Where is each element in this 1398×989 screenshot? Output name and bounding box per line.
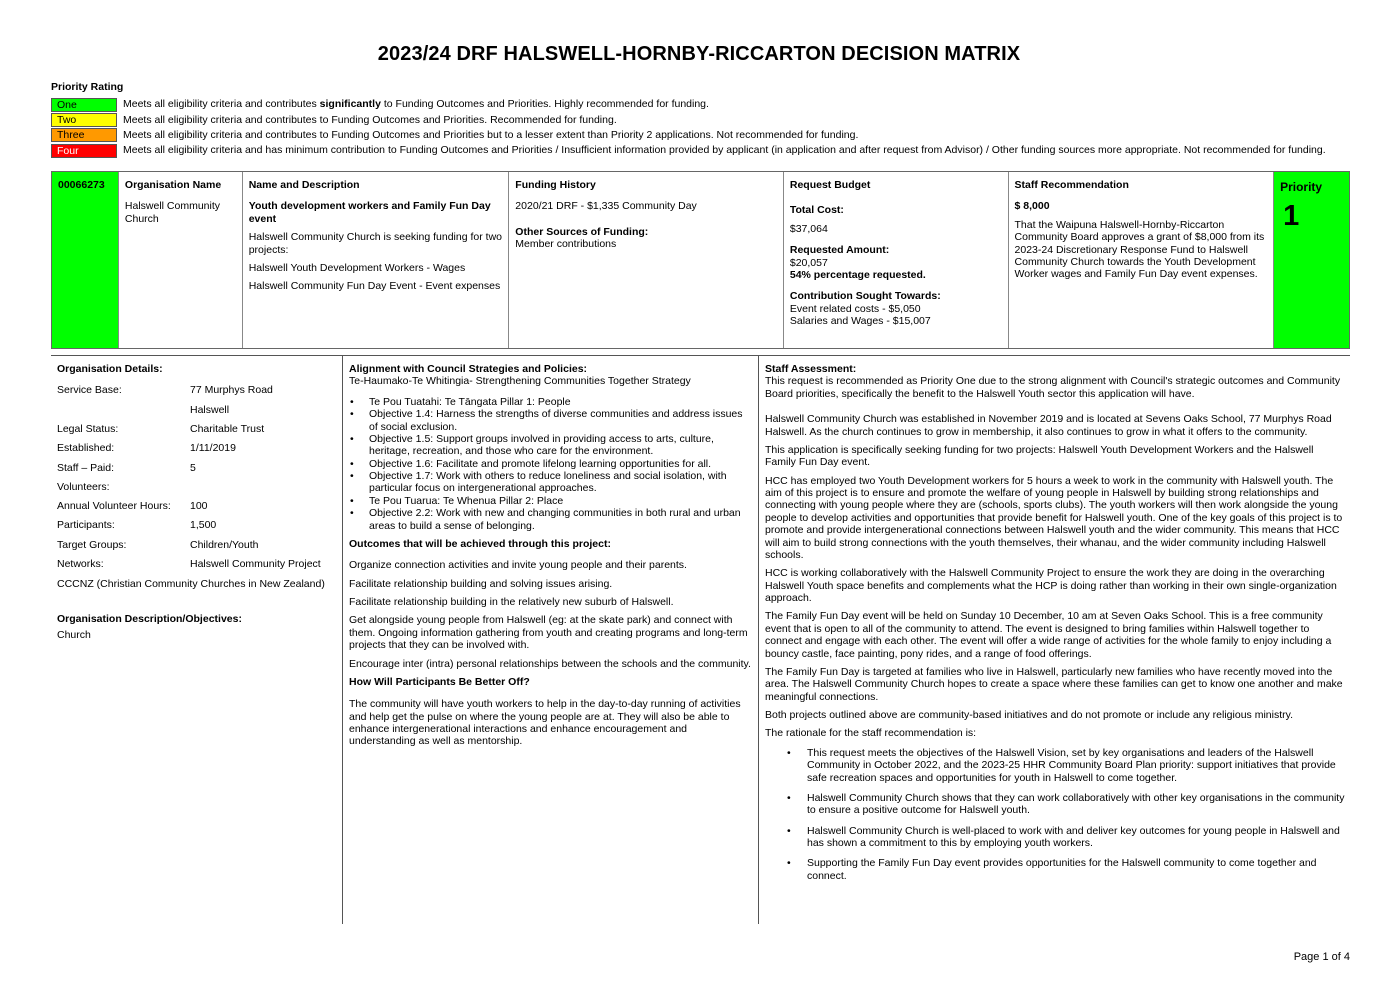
- rationale-item: • This request meets the objectives of the Halswell Vision, set by key organisations and leaders of the Halswell Community in October 2022, and the 2023-25 HHR Community Board Plan priority: support initiatives that provide safe recreation spaces and opportunities for youth in Halswell to come together.: [807, 747, 1345, 784]
- staff-recommendation-text: That the Waipuna Halswell-Hornby-Riccarton Community Board approves a grant of $8,000 from its 2023-24 Discretionary Response Fund to Halswell Community Church towards the Youth Development Worker wages and Family Fun Day event expenses.: [1014, 218, 1265, 281]
- alignment-item: • Objective 1.6: Facilitate and promote lifelong learning opportunities for all.: [369, 458, 751, 470]
- assessment-paragraph: HCC has employed two Youth Development workers for 5 hours a week to work in the community with Halswell youth. The aim of this project is to ensure and promote the welfare of young people in Halswell by building strong relationships and connecting with young people where they are (schools, sports clubs). The youth workers will then work alongside the young people to develop activities and opportunities that provide benefit for Halswell youth. One of the key goals of this project is to promote and provide intergenerational connections between Halswell youth and the wider community. This means that HCC will aim to build strong connections with the youth themselves, their whanau, and the wider community including Halswell schools.: [765, 474, 1343, 561]
- rationale-item: • Halswell Community Church shows that they can work collaboratively with other key organisations in the community to ensure a positive outcome for Halswell youth.: [807, 792, 1345, 817]
- assessment-paragraph: The Family Fun Day is targeted at families who live in Halswell, particularly new families who have recently moved into the area. The Halswell Community Church hopes to create a space where these families can get to know one another and make meaningful connections.: [765, 665, 1343, 703]
- priority-swatch-one: One: [51, 98, 117, 112]
- requested-amount-label: Requested Amount:: [789, 244, 890, 257]
- detail-label: Service Base:: [57, 384, 122, 397]
- outcomes-heading: Outcomes that will be achieved through this project:: [349, 537, 611, 550]
- detail-row: [57, 423, 337, 442]
- contribution-item: Salaries and Wages - $15,007: [789, 315, 931, 327]
- outcomes-list: [349, 559, 751, 670]
- organisation-details-list: [57, 384, 337, 577]
- detail-row: [57, 558, 337, 577]
- name-description-heading: Name and Description: [248, 179, 360, 191]
- total-cost-value: $37,064: [789, 222, 828, 235]
- alignment-heading: Alignment with Council Strategies and Policies:: [349, 363, 588, 375]
- assessment-paragraph: The Family Fun Day event will be held on Sunday 10 December, 10 am at Seven Oaks School. This is a free community event that is open to all of the community to attend. The event is designed to bring families within Halswell together to connect and engage with each other. The event will offer a wide range of activities for the whole family to enjoy including a bouncy castle, face painting, pony rides, and a range of food offerings.: [765, 610, 1332, 660]
- better-off-text: The community will have youth workers to help in the day-to-day running of activities and help get the pulse on where the young people are at. They will also be able to enhance intergenerational interactions and enhance encouragement and understanding as well as mentorship.: [349, 698, 741, 748]
- organisation-description-heading: Organisation Description/Objectives:: [57, 612, 242, 625]
- alignment-column: [349, 363, 751, 754]
- alignment-list: [349, 396, 751, 532]
- priority-desc-one: [123, 98, 709, 110]
- priority-desc-two: Meets all eligibility criteria and contributes to Funding Outcomes and Priorities. Recommended for funding.: [123, 113, 617, 126]
- detail-value: Charitable Trust: [190, 422, 265, 435]
- priority-label: Priority: [1280, 180, 1323, 194]
- rationale-list: [765, 747, 1345, 882]
- priority-rating-row: [51, 128, 1351, 143]
- application-summary-table: [51, 171, 1350, 349]
- alignment-item: • Te Pou Tuarua: Te Whenua Pillar 2: Place: [369, 495, 751, 507]
- project-description: Halswell Community Church is seeking funding for two projects:: [248, 231, 502, 256]
- detail-row: [57, 404, 337, 423]
- detail-label: Networks:: [57, 558, 104, 571]
- other-sources: Member contributions: [515, 238, 617, 251]
- detail-label: Annual Volunteer Hours:: [57, 500, 171, 513]
- alignment-item: • Objective 1.4: Harness the strengths of diverse communities and address issues of social exclusion.: [369, 408, 751, 433]
- staff-recommendation-cell: [1009, 172, 1275, 348]
- outcome-item: Encourage inter (intra) personal relationships between the schools and the community.: [349, 657, 751, 670]
- networks-extra: CCCNZ (Christian Community Churches in New Zealand): [57, 578, 325, 591]
- priority-cell: [1274, 172, 1349, 348]
- detail-value: 1,500: [190, 519, 217, 532]
- project-item: Halswell Community Fun Day Event - Event expenses: [248, 280, 501, 293]
- percentage-requested: 54% percentage requested.: [789, 268, 926, 281]
- detail-value: 5: [190, 461, 196, 474]
- staff-assessment-column: [765, 363, 1345, 890]
- project-title: Youth development workers and Family Fun Day event: [248, 200, 491, 225]
- organisation-name-cell: [119, 172, 243, 348]
- detail-row: [57, 500, 337, 519]
- page-number: Page 1 of 4: [1293, 951, 1350, 963]
- total-cost-label: Total Cost:: [789, 204, 844, 217]
- assessment-paragraph: This application is specifically seeking funding for two projects: Halswell Youth Development Workers and the Halswell Family Fun Day event.: [765, 443, 1314, 469]
- organisation-name: Halswell Community Church: [124, 200, 221, 225]
- priority-swatch-three: Three: [51, 128, 117, 142]
- organisation-name-heading: Organisation Name: [124, 179, 222, 191]
- detail-label: Volunteers:: [57, 480, 110, 493]
- priority-desc-emphasis: significantly: [319, 98, 381, 111]
- requested-amount-value: $20,057: [789, 256, 828, 269]
- assessment-paragraph: Halswell Community Church was established in November 2019 and is located at Sevens Oaks School, 77 Murphys Road Halswell. As the church continues to grow in membership, it also continues to grow in what it offers to the community.: [765, 413, 1332, 438]
- priority-rating-row: [51, 97, 1351, 112]
- detail-label: Participants:: [57, 519, 115, 532]
- contribution-item: Event related costs - $5,050: [789, 302, 921, 315]
- assessment-paragraph: HCC is working collaboratively with the Halswell Community Project to ensure the work they are doing in the overarching Halswell Youth space benefits and complements what the HCP is doing rather than working in their own single-organization approach.: [765, 567, 1337, 604]
- alignment-item: • Te Pou Tuatahi: Te Tāngata Pillar 1: People: [369, 396, 751, 408]
- outcome-item: Facilitate relationship building and solving issues arising.: [349, 577, 613, 590]
- detail-label: [57, 404, 190, 423]
- priority-swatch-four: Four: [51, 144, 117, 158]
- assessment-paragraph: This request is recommended as Priority One due to the strong alignment with Council's strategic outcomes and Community Board priorities, specifically the benefit to the Halswell Youth sector this application will have.: [765, 375, 1341, 400]
- detail-label: Staff – Paid:: [57, 461, 115, 474]
- detail-label: Target Groups:: [57, 538, 127, 551]
- assessment-paragraph: The rationale for the staff recommendation is:: [765, 727, 977, 740]
- detail-row: [57, 462, 337, 481]
- organisation-details-heading: Organisation Details:: [57, 363, 163, 375]
- priority-rating-heading: Priority Rating: [51, 81, 124, 93]
- funding-history-heading: Funding History: [515, 179, 596, 191]
- application-id: 00066273: [52, 172, 119, 348]
- outcome-item: Organize connection activities and invite young people and their parents.: [349, 559, 687, 572]
- detail-value: Halswell Community Project: [190, 558, 321, 571]
- request-budget-heading: Request Budget: [789, 179, 871, 191]
- detail-value: 1/11/2019: [190, 442, 236, 455]
- funding-history-cell: [509, 172, 784, 348]
- organisation-description: Church: [57, 629, 91, 642]
- alignment-item: • Objective 1.5: Support groups involved in providing access to arts, culture, heritage, recreation, and those who care for the environment.: [369, 433, 751, 458]
- priority-swatch-two: Two: [51, 113, 117, 127]
- better-off-heading: How Will Participants Be Better Off?: [349, 675, 530, 688]
- detail-row: [57, 539, 337, 558]
- detail-label: Legal Status:: [57, 422, 119, 435]
- detail-row: [57, 481, 337, 500]
- alignment-item: • Objective 2.2: Work with new and changing communities in both rural and urban areas to build a sense of belonging.: [369, 507, 751, 532]
- priority-desc-text: Meets all eligibility criteria and contributes: [123, 98, 320, 111]
- detail-value: Children/Youth: [190, 538, 259, 551]
- outcome-item: Facilitate relationship building in the relatively new suburb of Halswell.: [349, 596, 674, 608]
- priority-value: 1: [1283, 200, 1300, 233]
- column-divider: [342, 356, 343, 924]
- staff-assessment-text: [765, 375, 1345, 739]
- detail-value: 100: [190, 500, 208, 513]
- priority-desc-four: Meets all eligibility criteria and has minimum contribution to Funding Outcomes and Priorities / Insufficient information provided by applicant (in application and after request from Advisor) / Other funding sources more appropriate. Not recommended for funding.: [123, 144, 1326, 157]
- staff-recommendation-amount: $ 8,000: [1014, 200, 1050, 213]
- request-budget-cell: [784, 172, 1009, 348]
- staff-recommendation-heading: Staff Recommendation: [1014, 179, 1129, 191]
- detail-row: [57, 384, 337, 403]
- strategy-name: Te-Haumako-Te Whitingia- Strengthening Communities Together Strategy: [349, 375, 691, 388]
- detail-row: [57, 442, 337, 461]
- detail-value: 77 Murphys Road: [190, 384, 273, 397]
- outcome-item: Get alongside young people from Halswell (eg: at the skate park) and connect with them. Ongoing information gathering from youth and creating programs and long-term projects that they can be involved with.: [349, 614, 748, 652]
- priority-desc-text: to Funding Outcomes and Priorities. Highly recommended for funding.: [380, 98, 709, 111]
- priority-desc-three: Meets all eligibility criteria and contributes to Funding Outcomes and Priorities but to a lesser extent than Priority 2 applications. Not recommended for funding.: [123, 129, 859, 142]
- priority-rating-row: [51, 112, 1351, 127]
- alignment-item: • Objective 1.7: Work with others to reduce loneliness and social isolation, with particular focus on intergenerational approaches.: [369, 470, 751, 495]
- rationale-item: • Halswell Community Church is well-placed to work with and deliver key outcomes for young people in Halswell and has shown a commitment to this by employing youth workers.: [807, 825, 1345, 850]
- detail-label: Established:: [57, 442, 115, 455]
- other-sources-heading: Other Sources of Funding:: [515, 225, 649, 238]
- detail-value: Halswell: [190, 403, 230, 416]
- name-description-cell: [243, 172, 510, 348]
- rationale-item: • Supporting the Family Fun Day event provides opportunities for the Halswell community to come together and connect.: [807, 857, 1345, 882]
- assessment-paragraph: Both projects outlined above are community-based initiatives and do not promote or include any religious ministry.: [765, 709, 1293, 721]
- funding-history: 2020/21 DRF - $1,335 Community Day: [515, 200, 697, 213]
- staff-assessment-heading: Staff Assessment:: [765, 363, 857, 375]
- project-item: Halswell Youth Development Workers - Wages: [248, 261, 466, 274]
- contribution-label: Contribution Sought Towards:: [789, 290, 941, 303]
- priority-rating-row: [51, 143, 1351, 158]
- organisation-details-column: [57, 363, 337, 641]
- priority-rating-legend: [51, 97, 1351, 158]
- detail-row: [57, 519, 337, 538]
- page-title: 2023/24 DRF HALSWELL-HORNBY-RICCARTON DECISION MATRIX: [377, 43, 1021, 65]
- column-divider: [758, 356, 759, 924]
- section-divider: [51, 355, 1350, 356]
